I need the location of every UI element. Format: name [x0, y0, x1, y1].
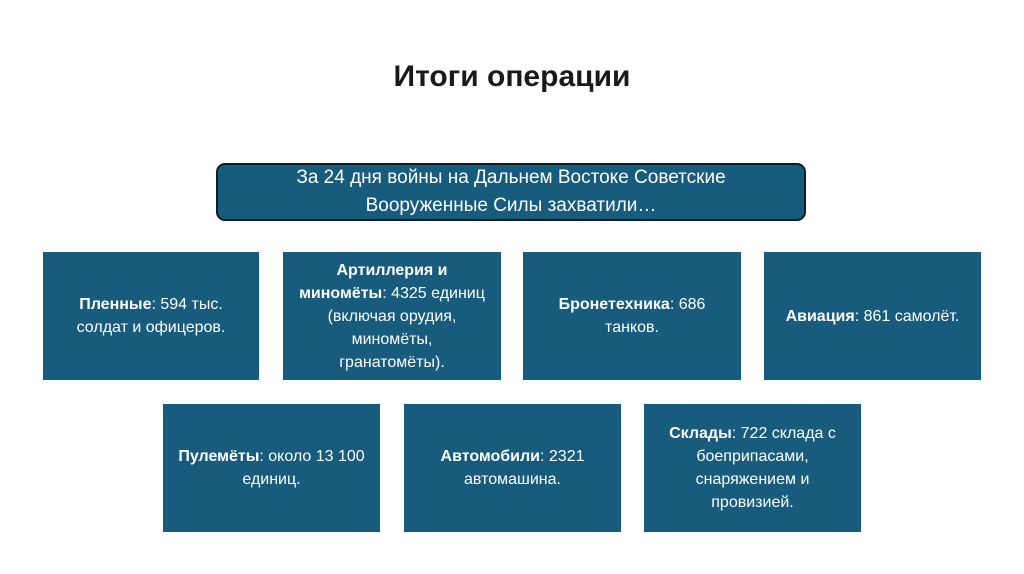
card-depots-label: Склады [669, 425, 732, 442]
card-prisoners-label: Пленные [79, 296, 152, 313]
card-depots [644, 404, 861, 532]
summary-header-text [296, 164, 725, 220]
card-artillery-text: : 4325 единиц (включая орудия, миномёты, гранатомёты). [327, 284, 485, 371]
card-armor-label: Бронетехника [558, 296, 670, 313]
summary-header-box [216, 163, 806, 221]
card-machine-guns-label: Пулемёты [178, 448, 260, 465]
card-aviation-text: : 861 самолёт. [854, 307, 960, 325]
card-armor-text: : 686 танков. [605, 296, 706, 336]
card-aviation [764, 252, 981, 380]
card-vehicles [404, 404, 621, 532]
card-aviation-label: Авиация [785, 307, 855, 325]
card-artillery-label: Артиллерия и миномёты [299, 261, 448, 302]
card-vehicles-text: : 2321 автомашина. [464, 448, 585, 488]
card-artillery [283, 252, 501, 380]
summary-header-line-2: Вооруженные Силы захватили… [365, 195, 657, 216]
card-prisoners-text: : 594 тыс. солдат и офицеров. [76, 296, 226, 336]
summary-header-line-1: За 24 дня войны на Дальнем Востоке Советские [296, 167, 726, 188]
card-machine-guns-text: : около 13 100 единиц. [242, 448, 365, 488]
card-vehicles-label: Автомобили [440, 448, 540, 465]
card-machine-guns [163, 404, 380, 532]
card-depots-text: : 722 склада с боеприпасами, снаряжением и провизией. [695, 425, 836, 511]
slide-title: Итоги операции [393, 60, 631, 93]
card-armor [523, 252, 741, 380]
card-prisoners [43, 252, 259, 380]
